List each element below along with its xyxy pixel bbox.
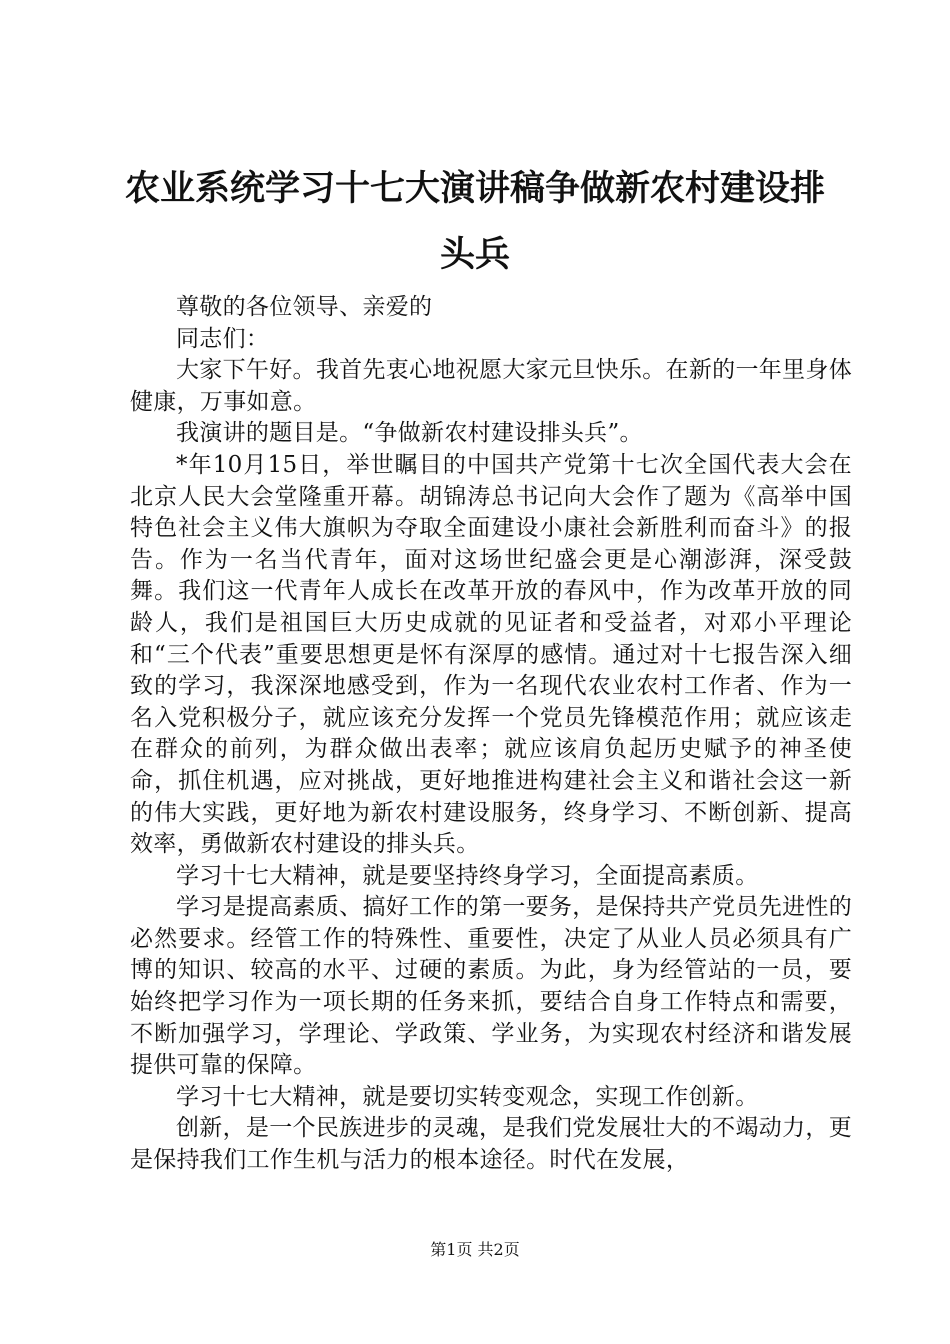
page-footer: 第1页 共2页 — [430, 1240, 520, 1259]
paragraph-topic: 我演讲的题目是。“争做新农村建设排头兵”。 — [176, 420, 643, 447]
paragraph-heading-innovation: 学习十七大精神，就是要切实转变观念，实现工作创新。 — [176, 1083, 759, 1110]
paragraph-congress: *年10月15日，举世瞩目的中国共产党第十七次全国代表大会在北京人民大会堂隆重开幕。胡锦涛总书记向大会作了题为《高举中国特色社会主义伟大旗帜为夺取全面建设小康社会新胜利而奋斗》的报告。作为一名当代青年，面对这场世纪盛会更是心潮澎湃，深受鼓舞。我们这一代青年人成长在改革开放的春风中，作为改革开放的同龄人，我们是祖国巨大历史成就的见证者和受益者，对邓小平理论和“三个代表”重要思想更是怀有深厚的感情。通过对十七报告深入细致的学习，我深深地感受到，作为一名现代农业农村工作者、作为一名入党积极分子，就应该充分发挥一个党员先锋模范作用；就应该走在群众的前列，为群众做出表率；就应该肩负起历史赋予的神圣使命，抓住机遇，应对挑战，更好地推进构建社会主义和谐社会这一新的伟大实践，更好地为新农村建设服务，终身学习、不断创新、提高效率，勇做新农村建设的排头兵。 — [130, 451, 852, 858]
document-body — [130, 292, 852, 1177]
paragraph-salutation-1: 尊敬的各位领导、亲爱的 — [176, 294, 433, 320]
paragraph-learning: 学习是提高素质、搞好工作的第一要务，是保持共产党员先进性的必然要求。经管工作的特殊性、重要性，决定了从业人员必须具有广博的知识、较高的水平、过硬的素质。为此，身为经管站的一员，要始终把学习作为一项长期的任务来抓，要结合自身工作特点和需要，不断加强学习，学理论、学政策、学业务，为实现农村经济和谐发展提供可靠的保障。 — [130, 894, 852, 1079]
paragraph-heading-learning: 学习十七大精神，就是要坚持终身学习，全面提高素质。 — [176, 862, 759, 889]
paragraph-innovation: 创新，是一个民族进步的灵魂，是我们党发展壮大的不竭动力，更是保持我们工作生机与活力的根本途径。时代在发展， — [130, 1115, 852, 1174]
document-title: 农业系统学习十七大演讲稿争做新农村建设排头兵 — [124, 168, 825, 275]
paragraph-greeting: 大家下午好。我首先衷心地祝愿大家元旦快乐。在新的一年里身体健康，万事如意。 — [130, 357, 852, 415]
paragraph-salutation-2: 同志们： — [176, 325, 270, 352]
